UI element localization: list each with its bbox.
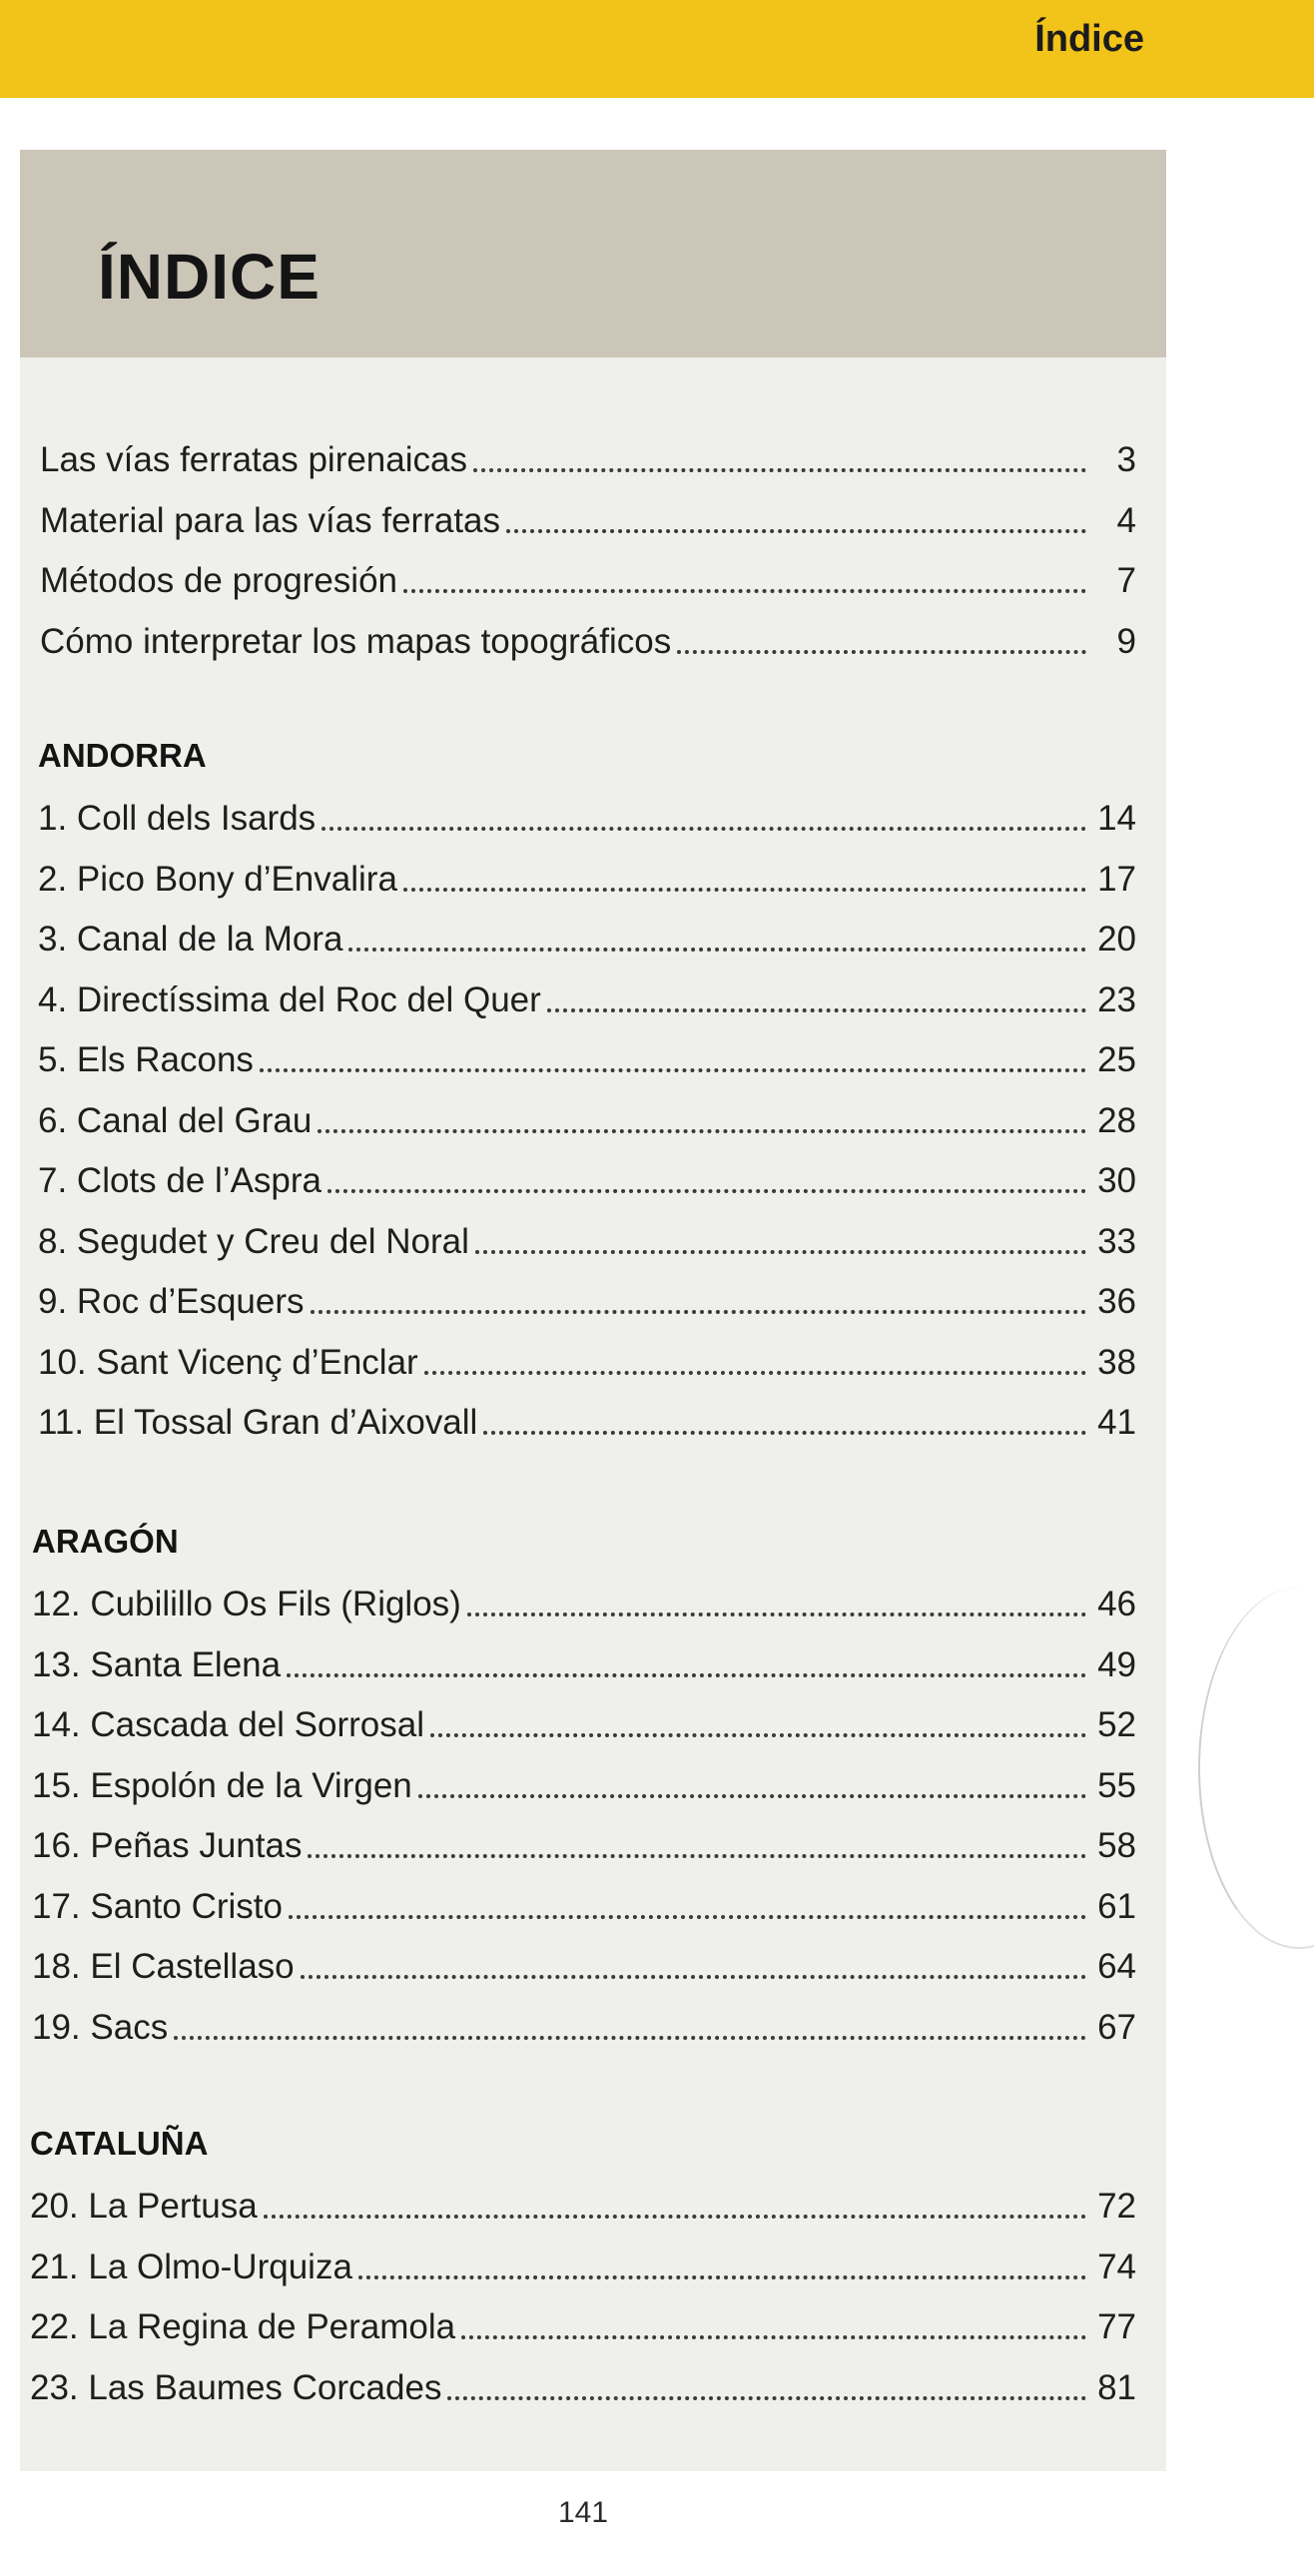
toc-entry-label: Material para las vías ferratas [40, 500, 501, 540]
toc-entry-label: 17. Santo Cristo [32, 1886, 283, 1926]
toc-entry-page: 74 [1097, 2247, 1136, 2286]
dot-leader [403, 589, 1086, 593]
toc-entry-label: 19. Sacs [32, 2007, 169, 2047]
toc-entry-page: 20 [1097, 920, 1136, 959]
dot-leader [318, 1129, 1086, 1133]
dot-leader [348, 948, 1086, 952]
dot-leader [475, 1250, 1086, 1254]
dot-leader [289, 1915, 1086, 1919]
dot-leader [424, 1371, 1086, 1375]
toc-entry-page: 14 [1097, 799, 1136, 838]
toc-entry-label: 15. Espolón de la Virgen [32, 1765, 412, 1805]
dot-leader [322, 827, 1086, 831]
toc-entry[interactable] [38, 1389, 1136, 1445]
dot-leader [473, 468, 1086, 472]
running-head: Índice [1034, 18, 1144, 60]
dot-leader [311, 1310, 1086, 1314]
toc-entry-label: 23. Las Baumes Corcades [30, 2367, 442, 2407]
toc-entry-label: 6. Canal del Grau [38, 1100, 313, 1140]
toc-entry-page: 38 [1097, 1342, 1136, 1382]
toc-entry-label: 9. Roc d’Esquers [38, 1282, 305, 1321]
dot-leader [677, 650, 1086, 654]
toc-entry-page: 72 [1097, 2187, 1136, 2226]
toc-entry-label: 21. La Olmo-Urquiza [30, 2247, 352, 2286]
dot-leader [483, 1431, 1086, 1435]
dot-leader [264, 2215, 1086, 2219]
toc-entry[interactable] [38, 1329, 1136, 1385]
toc-entry[interactable] [38, 1268, 1136, 1324]
toc-entry[interactable] [32, 1691, 1136, 1747]
section-heading: CATALUÑA [30, 2125, 209, 2162]
toc-entry[interactable] [32, 1631, 1136, 1687]
toc-entry-page: 77 [1097, 2307, 1136, 2346]
toc-entry[interactable] [38, 966, 1136, 1022]
toc-entry[interactable] [38, 1087, 1136, 1143]
toc-entry[interactable] [32, 1873, 1136, 1929]
toc-entry-page: 41 [1097, 1403, 1136, 1442]
toc-entry[interactable] [30, 2293, 1136, 2349]
dot-leader [403, 888, 1086, 892]
toc-entry-label: 12. Cubilillo Os Fils (Riglos) [32, 1585, 461, 1623]
dot-leader [287, 1673, 1086, 1677]
toc-entry-label: 18. El Castellaso [32, 1947, 295, 1986]
dot-leader [174, 2036, 1086, 2040]
dot-leader [358, 2275, 1086, 2279]
toc-entry[interactable] [30, 2234, 1136, 2289]
toc-entry-page: 36 [1097, 1282, 1136, 1321]
page-curl-decoration [1198, 1588, 1314, 1949]
dot-leader [467, 1612, 1086, 1616]
toc-entry-label: Las vías ferratas pirenaicas [40, 440, 467, 479]
toc-entry-page: 30 [1097, 1161, 1136, 1200]
dot-leader [447, 2396, 1086, 2400]
toc-entry-page: 49 [1097, 1644, 1136, 1684]
toc-entry[interactable] [30, 2173, 1136, 2229]
toc-entry-page: 55 [1097, 1765, 1136, 1805]
toc-entry-label: 3. Canal de la Mora [38, 920, 343, 959]
toc-entry-page: 4 [1116, 500, 1136, 540]
toc-entry-page: 61 [1097, 1886, 1136, 1926]
toc-entry[interactable] [40, 426, 1136, 482]
toc-entry-label: 16. Peñas Juntas [32, 1826, 303, 1865]
toc-entry[interactable] [40, 547, 1136, 603]
toc-entry-page: 7 [1116, 561, 1136, 600]
toc-entry[interactable] [38, 1208, 1136, 1264]
dot-leader [328, 1189, 1086, 1193]
toc-entry-page: 25 [1097, 1040, 1136, 1079]
toc-entry-label: 11. El Tossal Gran d’Aixovall [38, 1403, 478, 1442]
top-accent-bar [0, 0, 1314, 98]
dot-leader [418, 1794, 1086, 1798]
toc-entry[interactable] [38, 906, 1136, 962]
toc-entry-label: 2. Pico Bony d’Envalira [38, 859, 397, 899]
toc-entry-label: Métodos de progresión [40, 561, 397, 600]
toc-entry[interactable] [38, 846, 1136, 902]
toc-entry[interactable] [30, 2354, 1136, 2410]
toc-panel [20, 150, 1166, 2471]
toc-entry-label: 4. Directíssima del Roc del Quer [38, 979, 541, 1019]
toc-entry-label: Cómo interpretar los mapas topográficos [40, 621, 672, 661]
toc-entry-page: 28 [1097, 1100, 1136, 1140]
toc-entry-label: 22. La Regina de Peramola [30, 2307, 456, 2346]
toc-entry-page: 3 [1116, 440, 1136, 479]
toc-entry-page: 17 [1097, 859, 1136, 899]
page-number: 141 [557, 2496, 609, 2529]
section-heading: ANDORRA [38, 737, 207, 774]
toc-entry-label: 10. Sant Vicenç d’Enclar [38, 1342, 418, 1382]
dot-leader [547, 1008, 1086, 1012]
toc-entry[interactable] [38, 1147, 1136, 1203]
toc-entry-page: 23 [1097, 979, 1136, 1019]
toc-entry-label: 20. La Pertusa [30, 2187, 258, 2226]
toc-entry[interactable] [32, 1812, 1136, 1868]
toc-entry[interactable] [38, 785, 1136, 841]
toc-entry-page: 33 [1097, 1221, 1136, 1261]
toc-entry[interactable] [32, 1994, 1136, 2050]
toc-entry-page: 64 [1097, 1947, 1136, 1986]
toc-entry-label: 13. Santa Elena [32, 1644, 282, 1684]
dot-leader [308, 1854, 1086, 1858]
toc-entry-page: 9 [1116, 621, 1136, 661]
toc-entry-label: 7. Clots de l’Aspra [38, 1161, 323, 1200]
dot-leader [506, 529, 1086, 533]
dot-leader [260, 1068, 1086, 1072]
toc-entry[interactable] [38, 1026, 1136, 1082]
toc-entry-label: 1. Coll dels Isards [38, 799, 317, 838]
toc-entry[interactable] [40, 487, 1136, 543]
dot-leader [430, 1733, 1086, 1737]
toc-entry-page: 58 [1097, 1826, 1136, 1865]
toc-entry-page: 52 [1097, 1705, 1136, 1744]
toc-entry[interactable] [32, 1752, 1136, 1808]
toc-entry-label: 14. Cascada del Sorrosal [32, 1705, 424, 1744]
dot-leader [301, 1975, 1086, 1979]
toc-entry[interactable] [40, 608, 1136, 664]
page-title: ÍNDICE [98, 241, 321, 313]
toc-entry-label: 5. Els Racons [38, 1040, 254, 1079]
toc-entry-page: 81 [1097, 2367, 1136, 2407]
dot-leader [461, 2335, 1086, 2339]
toc-entry-page: 67 [1097, 2007, 1136, 2047]
toc-entry-label: 8. Segudet y Creu del Noral [38, 1221, 469, 1261]
toc-entry[interactable] [32, 1933, 1136, 1989]
toc-entry-page: 46 [1097, 1585, 1136, 1623]
section-heading: ARAGÓN [32, 1523, 179, 1560]
toc-entry[interactable] [32, 1571, 1136, 1626]
table-of-contents [20, 150, 1166, 2471]
